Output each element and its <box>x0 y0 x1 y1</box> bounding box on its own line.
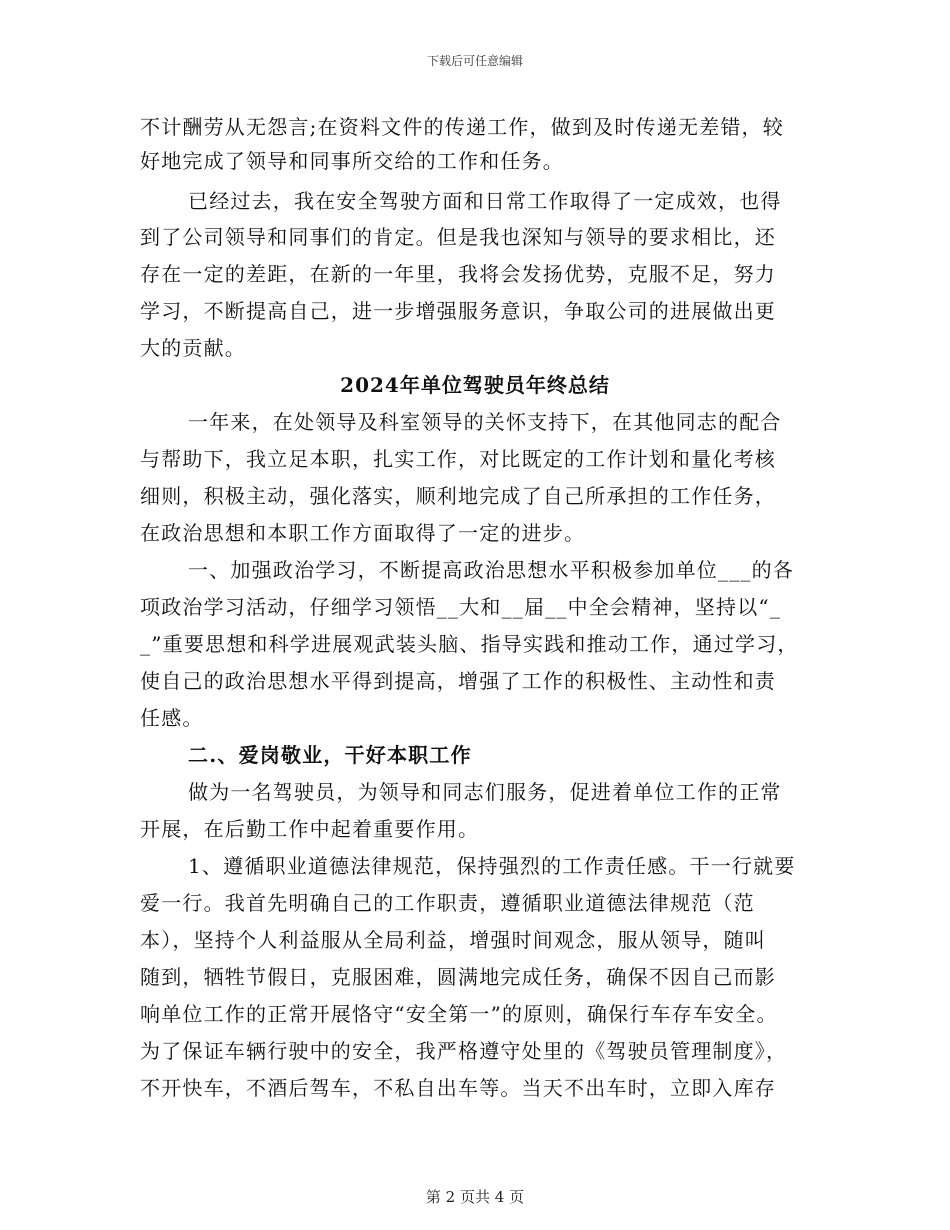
body-line-5: 存在一定的差距，在新的一年里，我将会发扬优势，克服不足，努力 <box>140 262 776 286</box>
body-line-8: 一年来，在处领导及科室领导的关怀支持下，在其他同志的配合 <box>188 410 782 434</box>
body-line-24: 为了保证车辆行驶中的安全，我严格遵守处里的《驾驶员管理制度》， <box>140 1039 788 1063</box>
body-line-9: 与帮助下，我立足本职，扎实工作，对比既定的工作计划和量化考核 <box>140 447 776 471</box>
body-line-2: 好地完成了领导和同事所交给的工作和任务。 <box>140 149 564 173</box>
body-line-22: 随到，牺牲节假日，克服困难，圆满地完成任务，确保不因自己而影 <box>140 965 776 989</box>
body-line-20: 爱一行。我首先明确自己的工作职责，遵循职业道德法律规范（范 <box>140 891 755 915</box>
body-line-12: 一、加强政治学习，不断提高政治思想水平积极参加单位___的各 <box>188 558 794 582</box>
body-line-25: 不开快车，不酒后驾车，不私自出车等。当天不出车时，立即入库存 <box>140 1076 776 1100</box>
subsection-heading: 二.、爱岗敬业，干好本职工作 <box>188 743 472 767</box>
body-line-15: 使自己的政治思想水平得到提高，增强了工作的积极性、主动性和责 <box>140 669 776 693</box>
body-line-16: 任感。 <box>140 706 204 730</box>
body-line-1: 不计酬劳从无怨言;在资料文件的传递工作，做到及时传递无差错，较 <box>140 115 784 139</box>
body-line-3: 已经过去，我在安全驾驶方面和日常工作取得了一定成效，也得 <box>188 189 782 213</box>
body-line-23: 响单位工作的正常开展恪守“安全第一”的原则，确保行车存车安全。 <box>140 1002 778 1026</box>
page-header: 下载后可任意编辑 <box>426 54 523 68</box>
body-line-17: 做为一名驾驶员，为领导和同志们服务，促进着单位工作的正常 <box>188 780 782 804</box>
body-line-6: 学习，不断提高自己，进一步增强服务意识，争取公司的进展做出更 <box>140 299 776 323</box>
body-line-19: 1、遵循职业道德法律规范，保持强烈的工作责任感。干一行就要 <box>188 854 796 878</box>
body-line-4: 到了公司领导和同事们的肯定。但是我也深知与领导的要求相比，还 <box>140 225 776 249</box>
body-line-13: 项政治学习活动，仔细学习领悟__大和__届__中全会精神，坚持以“_ <box>140 595 782 619</box>
body-line-21: 本），坚持个人利益服从全局利益，增强时间观念，服从领导，随叫 <box>140 928 766 952</box>
section-title: 2024年单位驾驶员年终总结 <box>340 373 610 397</box>
body-line-7: 大的贡献。 <box>140 336 246 360</box>
page-footer: 第 2 页共 4 页 <box>425 1188 525 1206</box>
body-line-14: _”重要思想和科学进展观武装头脑、指导实践和推动工作，通过学习， <box>140 632 799 656</box>
body-line-18: 开展，在后勤工作中起着重要作用。 <box>140 817 480 841</box>
body-line-11: 在政治思想和本职工作方面取得了一定的进步。 <box>140 521 586 545</box>
body-line-10: 细则，积极主动，强化落实，顺利地完成了自己所承担的工作任务， <box>140 484 776 508</box>
